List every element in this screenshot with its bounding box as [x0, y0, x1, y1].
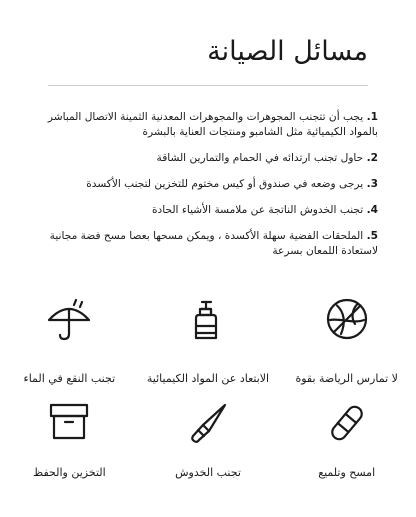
tip-item [40, 177, 378, 192]
no-ball-icon [277, 296, 416, 372]
box-icon [0, 400, 139, 466]
tip-item [40, 110, 378, 140]
bottle-icon [139, 296, 278, 372]
icon-label: تجنب الخدوش [175, 466, 241, 479]
tip-text: يجب أن تتجنب المجوهرات والمجوهرات المعدنية الثمينة الاتصال المباشر بالمواد الكيميائية مثل الشامبو ومنتجات العناية بالبشرة [47, 111, 378, 138]
tip-number: 4. [366, 204, 378, 216]
tip-text: حاول تجنب ارتدائه في الحمام والتمارين الشاقة [156, 152, 364, 164]
icon-label: التخزين والحفظ [33, 466, 106, 479]
icon-label: لا تمارس الرياضة بقوة [295, 372, 398, 385]
tip-text: الملحقات الفضية سهلة الأكسدة ، ويمكن مسحها بعصا مسح فضة مجانية لاستعادة اللمعان بسرعة [49, 230, 378, 257]
tip-text: تجنب الخدوش الناتجة عن ملامسة الأشياء الحادة [151, 204, 364, 216]
tip-number: 3. [366, 178, 378, 190]
care-icons-grid [0, 296, 416, 496]
tip-number: 2. [366, 152, 378, 164]
tip-item [40, 203, 378, 218]
tips-list [40, 110, 378, 270]
wipe-cloth-icon [277, 400, 416, 466]
tip-item [40, 151, 378, 166]
icon-label: امسح وتلميع [318, 466, 376, 479]
tip-number: 1. [366, 111, 378, 123]
umbrella-rain-icon [0, 296, 139, 372]
tip-item [40, 229, 378, 259]
tip-text: يرجى وضعه في صندوق أو كيس مختوم للتخزين لتجنب الأكسدة [86, 178, 364, 190]
title-divider [48, 85, 368, 86]
icon-label: الابتعاد عن المواد الكيميائية [146, 372, 270, 385]
page-title: مسائل الصيانة [207, 36, 368, 67]
icon-label: تجنب النقع في الماء [23, 372, 116, 385]
tip-number: 5. [366, 230, 378, 242]
knife-icon [139, 400, 278, 466]
